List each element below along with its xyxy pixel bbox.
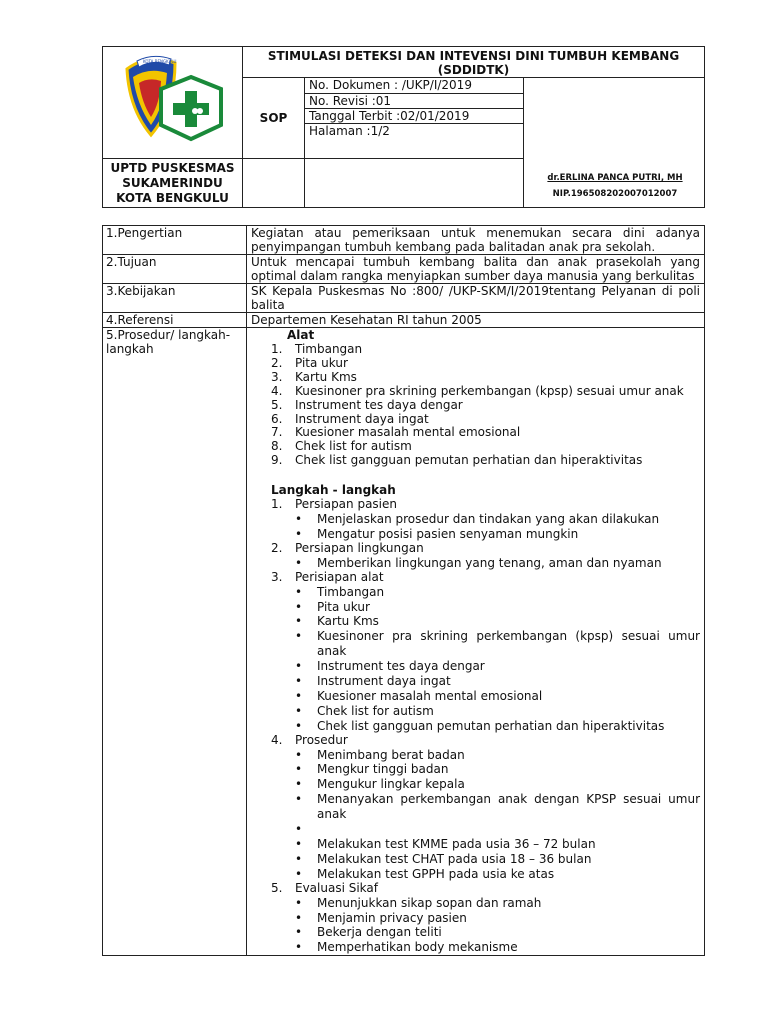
step-bullets <box>271 512 700 542</box>
item-text: Instrument tes daya dengar <box>295 397 463 412</box>
bullet-item: • Kartu Kms <box>271 614 700 629</box>
row-tujuan <box>103 255 705 284</box>
item-number: 1. <box>271 342 283 356</box>
bullet-item: • Chek list gangguan pemutan perhatian dan hiperaktivitas <box>271 719 700 734</box>
bullet-item: • Menjamin privacy pasien <box>271 911 700 926</box>
item-text: Kartu Kms <box>295 369 357 384</box>
document-title: STIMULASI DETEKSI DAN INTEVENSI DINI TUMBUH KEMBANG (SDDIDTK) <box>243 47 705 78</box>
bullet-item: • Menanyakan perkembangan anak dengan KPSP sesuai umur anak <box>271 792 700 822</box>
signer-nip: NIP.196508202007012007 <box>552 189 678 199</box>
item-number: 7. <box>271 425 283 440</box>
bullet-item: • Pita ukur <box>271 600 700 615</box>
alat-item <box>271 371 700 385</box>
alat-item <box>271 357 700 371</box>
bullet-item: • Kuesioner masalah mental emosional <box>271 689 700 704</box>
row-prosedur <box>103 328 705 956</box>
item-text: Kuesinoner pra skrining perkembangan (kpsp) sesuai umur anak <box>295 383 684 398</box>
bullet-item: • Kuesinoner pra skrining perkembangan (kpsp) sesuai umur anak <box>271 629 700 659</box>
unit-line: SUKAMERINDU <box>122 175 223 190</box>
sop-label: SOP <box>243 78 305 159</box>
step-title: Perisiapan alat <box>295 569 384 584</box>
bullet-item: • Chek list for autism <box>271 704 700 719</box>
step-bullets <box>271 896 700 956</box>
bullet-item <box>271 822 700 837</box>
meta-halaman: Halaman :1/2 <box>305 124 524 159</box>
langkah-step <box>271 882 700 956</box>
bullet-item: • Instrument daya ingat <box>271 674 700 689</box>
bullet-item: • Mengatur posisi pasien senyaman mungkin <box>271 527 700 542</box>
item-text: Instrument daya ingat <box>295 411 429 426</box>
step-number: 3. <box>271 569 283 584</box>
item-text: Kuesioner masalah mental emosional <box>295 425 521 440</box>
row-label: 4.Referensi <box>103 313 247 328</box>
step-bullets <box>271 748 700 882</box>
alat-item <box>271 440 700 454</box>
bullet-item: • Bekerja dengan teliti <box>271 925 700 940</box>
item-number: 3. <box>271 369 283 384</box>
item-text: Pita ukur <box>295 355 348 370</box>
item-text: Chek list gangguan pemutan perhatian dan hiperaktivitas <box>295 453 643 468</box>
logo-group <box>103 47 242 155</box>
row-text: Kegiatan atau pemeriksaan untuk menemukan secara dini adanya penyimpangan tumbuh kembang pada balitadan anak pra sekolah. <box>247 226 705 255</box>
meta-empty-cell <box>305 159 524 208</box>
bullet-item: • Menimbang berat badan <box>271 748 700 763</box>
logo-cell <box>103 47 243 159</box>
alat-item <box>271 426 700 440</box>
alat-item <box>271 343 700 357</box>
step-title: Prosedur <box>295 732 348 747</box>
bullet-item: • Memperhatikan body mekanisme <box>271 940 700 955</box>
bullet-item: • Timbangan <box>271 585 700 600</box>
langkah-title: Langkah - langkah <box>271 483 396 498</box>
langkah-step <box>271 734 700 882</box>
prosedur-content <box>247 328 705 956</box>
signature-block <box>525 170 705 202</box>
bullet-item: • Menjelaskan prosedur dan tindakan yang akan dilakukan <box>271 512 700 527</box>
alat-item <box>271 413 700 427</box>
logo-ribbon-text: KOTA BENGKULU <box>143 59 177 64</box>
unit-line: UPTD PUSKESMAS <box>110 160 235 175</box>
row-text: Untuk mencapai tumbuh kembang balita dan anak prasekolah yang optimal dalam rangka menyiapkan sumber daya manusia yang berkulitas <box>247 255 705 284</box>
step-number: 5. <box>271 880 283 895</box>
meta-tanggal-terbit: Tanggal Terbit :02/01/2019 <box>305 109 524 124</box>
step-title: Persiapan pasien <box>295 497 397 512</box>
sop-empty-cell <box>243 159 305 208</box>
step-number: 1. <box>271 497 283 512</box>
item-number: 9. <box>271 453 283 468</box>
bullet-item: • Melakukan test GPPH pada usia ke atas <box>271 867 700 882</box>
alat-title: Alat <box>287 328 315 342</box>
alat-item <box>271 399 700 413</box>
row-pengertian <box>103 226 705 255</box>
item-text: Chek list for autism <box>295 439 412 454</box>
row-label: 5.Prosedur/ langkah-langkah <box>103 328 247 956</box>
bullet-item: • Menunjukkan sikap sopan dan ramah <box>271 896 700 911</box>
langkah-step <box>271 571 700 734</box>
item-number: 8. <box>271 439 283 454</box>
row-label: 3.Kebijakan <box>103 284 247 313</box>
bullet-item: • Melakukan test KMME pada usia 36 – 72 bulan <box>271 837 700 852</box>
meta-no-dokumen: No. Dokumen : /UKP/I/2019 <box>305 78 524 94</box>
bullet-item: • Mengkur tinggi badan <box>271 762 700 777</box>
step-bullets <box>271 585 700 734</box>
item-number: 4. <box>271 383 283 398</box>
row-text: SK Kepala Puskesmas No :800/ /UKP-SKM/I/2019tentang Pelyanan di poli balita <box>247 284 705 313</box>
step-number: 2. <box>271 540 283 555</box>
bullet-item: • Mengukur lingkar kepala <box>271 777 700 792</box>
signer-name: dr.ERLINA PANCA PUTRI, MH <box>547 173 683 183</box>
sop-content-table <box>102 225 705 956</box>
unit-line: KOTA BENGKULU <box>116 190 229 205</box>
step-bullets <box>271 556 700 571</box>
alat-list <box>271 343 700 468</box>
bullet-item: • Memberikan lingkungan yang tenang, aman dan nyaman <box>271 556 700 571</box>
row-label: 1.Pengertian <box>103 226 247 255</box>
meta-no-revisi: No. Revisi :01 <box>305 94 524 109</box>
step-number: 4. <box>271 732 283 747</box>
item-number: 6. <box>271 411 283 426</box>
bullet-item: • Melakukan test CHAT pada usia 18 – 36 bulan <box>271 852 700 867</box>
alat-item <box>271 385 700 399</box>
item-number: 2. <box>271 355 283 370</box>
row-label: 2.Tujuan <box>103 255 247 284</box>
bullet-item: • Instrument tes daya dengar <box>271 659 700 674</box>
row-kebijakan <box>103 284 705 313</box>
item-number: 5. <box>271 397 283 412</box>
langkah-step <box>271 542 700 571</box>
langkah-list <box>271 498 700 955</box>
alat-item <box>271 454 700 468</box>
step-title: Evaluasi Sikaf <box>295 880 378 895</box>
langkah-step <box>271 498 700 542</box>
unit-name <box>103 159 243 208</box>
puskesmas-logo-icon <box>161 77 221 139</box>
row-referensi <box>103 313 705 328</box>
item-text: Timbangan <box>295 342 363 356</box>
step-title: Persiapan lingkungan <box>295 540 424 555</box>
row-text: Departemen Kesehatan RI tahun 2005 <box>247 313 705 328</box>
